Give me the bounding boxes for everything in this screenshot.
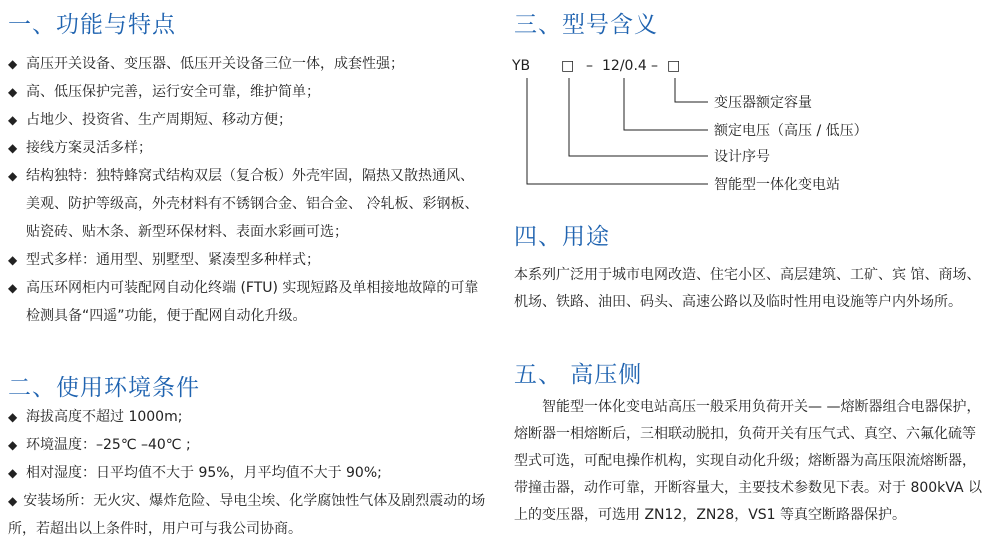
diamond-bullet-icon: ◆ bbox=[8, 494, 18, 508]
diamond-bullet-icon: ◆ bbox=[8, 253, 18, 267]
diamond-bullet-icon: ◆ bbox=[8, 466, 18, 480]
list-item-text: 环境温度：–25℃ –40℃ ; bbox=[26, 437, 191, 453]
connector-lines bbox=[527, 78, 708, 184]
model-voltage: 12/0.4 bbox=[602, 58, 647, 74]
list-item-text: 结构独特：独特蜂窝式结构双层（复合板）外壳牢固，隔热又散热通风、美观、防护等级高，外壳材料有不锈钢合金、铝合金、 冷轧板、彩钢板、贴瓷砖、贴木条、新型环保材料、表面水彩画可选； bbox=[26, 168, 479, 240]
list-item-text: 型式多样：通用型、别墅型、紧凑型多种样式； bbox=[26, 252, 320, 268]
list-item bbox=[8, 162, 486, 246]
list-item bbox=[8, 246, 486, 274]
list-item bbox=[8, 274, 486, 330]
diamond-bullet-icon: ◆ bbox=[8, 113, 18, 127]
list-item bbox=[8, 78, 486, 106]
section1-title: 一、功能与特点 bbox=[8, 12, 176, 38]
list-item-text: 高压开关设备、变压器、低压开关设备三位一体，成套性强； bbox=[26, 56, 404, 72]
connector-line bbox=[569, 78, 708, 156]
model-box-design: □ bbox=[561, 58, 575, 74]
usage-paragraph: 本系列广泛用于城市电网改造、住宅小区、高层建筑、工矿、宾 馆、商场、机场、铁路、油田、码头、高速公路以及临时性用电设施等户内外场所。 bbox=[514, 267, 981, 310]
section4-title: 四、用途 bbox=[514, 224, 610, 250]
high-voltage-paragraph: 智能型一体化变电站高压一般采用负荷开关— —熔断器组合电器保护，熔断器一相熔断后，三相联动脱扣，负荷开关有压气式、真空、六氟化硫等型式可选，可配电操作机构，实现自动化升级；熔断器为高压限流熔断器，带撞击器，动作可靠，开断容量大，主要技术参数见下表。对于 800kVA 以上的变压器，可选用 ZN12，ZN28，VS1 等真空断路器保护。 bbox=[514, 399, 982, 523]
model-label-capacity: 变压器额定容量 bbox=[714, 95, 812, 111]
model-code-diagram bbox=[508, 46, 968, 198]
list-item bbox=[8, 431, 486, 459]
model-label-voltage: 额定电压（高压 / 低压） bbox=[714, 123, 868, 139]
diamond-bullet-icon: ◆ bbox=[8, 85, 18, 99]
connector-line bbox=[675, 78, 708, 102]
section5-title: 五、 高压侧 bbox=[514, 362, 643, 388]
list-item-text: 相对湿度：日平均值不大于 95%，月平均值不大于 90%; bbox=[26, 465, 382, 481]
list-item-text: 海拔高度不超过 1000m; bbox=[26, 409, 183, 425]
model-dash: – bbox=[586, 58, 593, 74]
feature-list bbox=[8, 50, 486, 330]
list-item bbox=[8, 50, 486, 78]
model-box-capacity: □ bbox=[667, 58, 681, 74]
connector-line bbox=[624, 78, 708, 130]
list-item bbox=[8, 403, 486, 431]
list-item-text: 高压环网柜内可装配网自动化终端 (FTU) 实现短路及单相接地故障的可靠检测具备“四遥”功能，便于配网自动化升级。 bbox=[26, 280, 479, 324]
section3-title: 三、型号含义 bbox=[514, 12, 658, 38]
diamond-bullet-icon: ◆ bbox=[8, 57, 18, 71]
list-item-text: 接线方案灵活多样； bbox=[26, 140, 152, 156]
model-dash: – bbox=[651, 58, 658, 74]
diamond-bullet-icon: ◆ bbox=[8, 141, 18, 155]
diamond-bullet-icon: ◆ bbox=[8, 281, 18, 295]
environment-list bbox=[8, 403, 486, 543]
list-item bbox=[8, 134, 486, 162]
diamond-bullet-icon: ◆ bbox=[8, 169, 18, 183]
list-item bbox=[8, 106, 486, 134]
diamond-bullet-icon: ◆ bbox=[8, 410, 18, 424]
connector-line bbox=[527, 78, 708, 184]
model-label-substation: 智能型一体化变电站 bbox=[714, 177, 840, 193]
section2-title: 二、使用环境条件 bbox=[8, 375, 200, 401]
list-item-text: 安装场所：无火灾、爆炸危险、导电尘埃、化学腐蚀性气体及剧烈震动的场所，若超出以上条件时，用户可与我公司协商。 bbox=[8, 493, 486, 537]
list-item-text: 高、低压保护完善，运行安全可靠，维护简单； bbox=[26, 84, 320, 100]
list-item-text: 占地少、投资省、生产周期短、移动方便； bbox=[26, 112, 292, 128]
list-item bbox=[8, 459, 486, 487]
diamond-bullet-icon: ◆ bbox=[8, 438, 18, 452]
model-prefix: YB bbox=[512, 58, 531, 74]
list-item bbox=[8, 487, 486, 543]
model-label-serial: 设计序号 bbox=[714, 149, 770, 165]
